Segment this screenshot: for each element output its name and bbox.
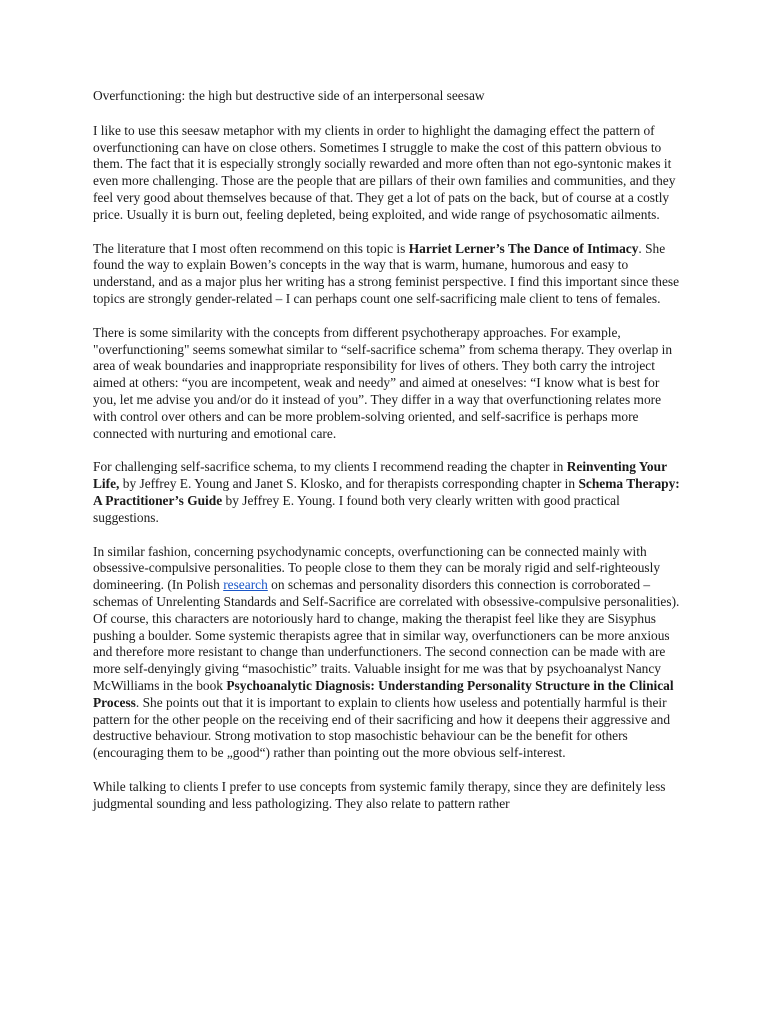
paragraph-4 xyxy=(93,459,683,526)
document-page xyxy=(93,88,683,829)
document-title: Overfunctioning: the high but destructive side of an interpersonal seesaw xyxy=(93,88,485,103)
paragraph-2-text-b: . She found the way to explain Bowen’s concepts in the way that is warm, humane, humorous and easy to understand, and as a major plus her writing has a strong feminist perspective. I find this important since these topics are strongly gender-related – I can perhaps count one self-sacrificing male client to tens of females. xyxy=(93,240,680,306)
book-title-schema-therapy: Schema Therapy: A Practitioner’s Guide xyxy=(93,476,680,508)
paragraph-2 xyxy=(93,241,683,308)
paragraph-6: While talking to clients I prefer to use concepts from systemic family therapy, since they are definitely less judgmental sounding and less pathologizing. They also relate to pattern rather xyxy=(93,778,666,811)
paragraph-4-text-b: by Jeffrey E. Young and Janet S. Klosko, and for therapists corresponding chapter in xyxy=(119,476,579,492)
paragraph-4-text-c: by Jeffrey E. Young. I found both very clearly written with good practical suggestions. xyxy=(93,492,620,525)
research-link[interactable]: research xyxy=(223,577,268,593)
paragraph-3: There is some similarity with the concepts from different psychotherapy approaches. For example, "overfunctioning" seems somewhat similar to “self-sacrifice schema” from schema therapy. They overlap in area of weak boundaries and inappropriate responsibility for lives of others. They both carry the introject aimed at others: “you are incompetent, weak and needy” and aimed at oneselves: “I know what is best for you, let me advise you and/or do it instead of you”. They differ in a way that overfunctioning relates more with control over others and can be more problem-solving oriented, and self-sacrifice is perhaps more connected with nurturing and emotional care. xyxy=(93,324,673,441)
paragraph-5-text-c: . She points out that it is important to explain to clients how useless and potentially harmful is their pattern for the other people on the receiving end of their sacrificing and how it deepens their aggressive and destructive behaviour. Strong motivation to stop masochistic behaviour can be the benefit for others (encouraging them to be „good“) rather than pointing out the more obvious self-interest. xyxy=(93,694,671,761)
paragraph-5-text-b: on schemas and personality disorders this connection is corroborated – schemas of Unrelenting Standards and Self-Sacrifice are correlated with obsessive-compulsive personalities). Of course, this characters are notoriously hard to change, making the therapist feel like they are Sisyphus pushing a boulder. Some systemic therapists agree that in similar way, overfunctioners can be more anxious and therefore more resistant to change than underfunctioners. The second connection can be made with are more self-denyingly giving “masochistic” traits. Valuable insight for me was that by psychoanalyst Nancy McWilliams in the book xyxy=(93,577,680,693)
paragraph-1: I like to use this seesaw metaphor with my clients in order to highlight the damaging effect the pattern of overfunctioning can have on close others. Sometimes I struggle to make the cost of this pattern obvious to them. The fact that it is especially strongly socially rewarded and more often than not ego-syntonic makes it even more challenging. Those are the people that are pillars of their own families and communities, and they feel very good about themselves because of that. They get a lot of pats on the back, but of course at a costly price. Usually it is burn out, feeling depleted, being exploited, and wide range of psychosomatic ailments. xyxy=(93,122,676,222)
paragraph-2-text-a: The literature that I most often recommend on this topic is xyxy=(93,240,409,256)
book-title-reinventing-your-life: Reinventing Your Life, xyxy=(93,459,667,492)
paragraph-5-text-a: In similar fashion, concerning psychodynamic concepts, overfunctioning can be connected mainly with obsessive-compulsive personalities. To people close to them they can be moraly rigid and self-righteously domineering. (In Polish xyxy=(93,543,661,593)
book-title-dance-of-intimacy: Harriet Lerner’s The Dance of Intimacy xyxy=(408,240,639,256)
paragraph-4-text-a: For challenging self-sacrifice schema, to my clients I recommend reading the chapter in xyxy=(93,459,567,475)
book-title-psychoanalytic-diagnosis: Psychoanalytic Diagnosis: Understanding Personality Structure in the Clinical Process xyxy=(93,677,674,710)
paragraph-5 xyxy=(93,544,683,762)
